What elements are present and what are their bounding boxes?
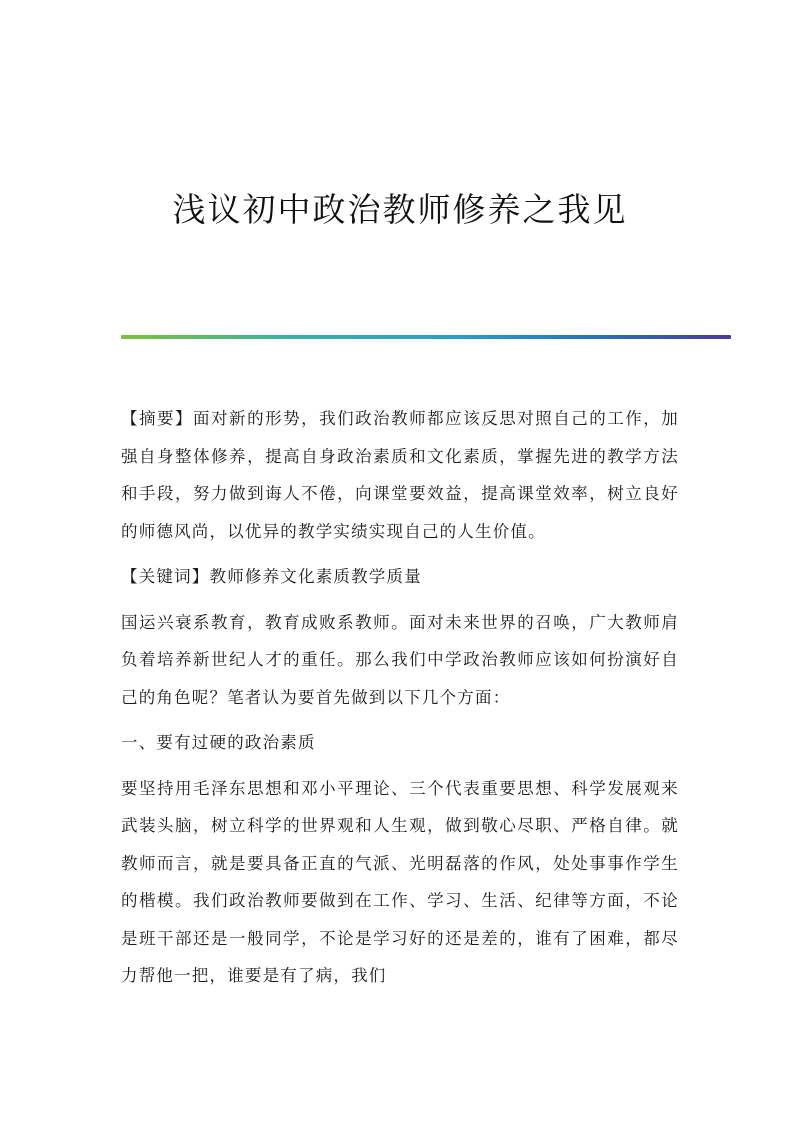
intro-paragraph: 国运兴衰系教育，教育成败系教师。面对未来世界的召唤，广大教师肩负着培养新世纪人才的重任。那么我们中学政治教师应该如何扮演好自己的角色呢？笔者认为要首先做到以下几个方面： <box>121 612 679 707</box>
abstract-paragraph: 【摘要】面对新的形势，我们政治教师都应该反思对照自己的工作，加强自身整体修养，提高自身政治素质和文化素质，掌握先进的教学方法和手段，努力做到诲人不倦，向课堂要效益，提高课堂效率，树立良好的师德风尚，以优异的教学实绩实现自己的人生价值。 <box>121 409 679 541</box>
section-heading: 一、要有过硬的政治素质 <box>121 733 316 752</box>
document-body <box>121 400 679 1003</box>
document-title: 浅议初中政治教师修养之我见 <box>172 190 628 229</box>
title-divider <box>121 335 731 339</box>
body-paragraph: 要坚持用毛泽东思想和邓小平理论、三个代表重要思想、科学发展观来武装头脑，树立科学的世界观和人生观，做到敬心尽职、严格自律。就教师而言，就是要具备正直的气派、光明磊落的作风，处处事事作学生的楷模。我们政治教师要做到在工作、学习、生活、纪律等方面，不论是班干部还是一般同学，不论是学习好的还是差的，谁有了困难，都尽力帮他一把，谁要是有了病，我们 <box>121 778 679 985</box>
keywords-paragraph: 【关键词】教师修养文化素质教学质量 <box>121 567 422 586</box>
